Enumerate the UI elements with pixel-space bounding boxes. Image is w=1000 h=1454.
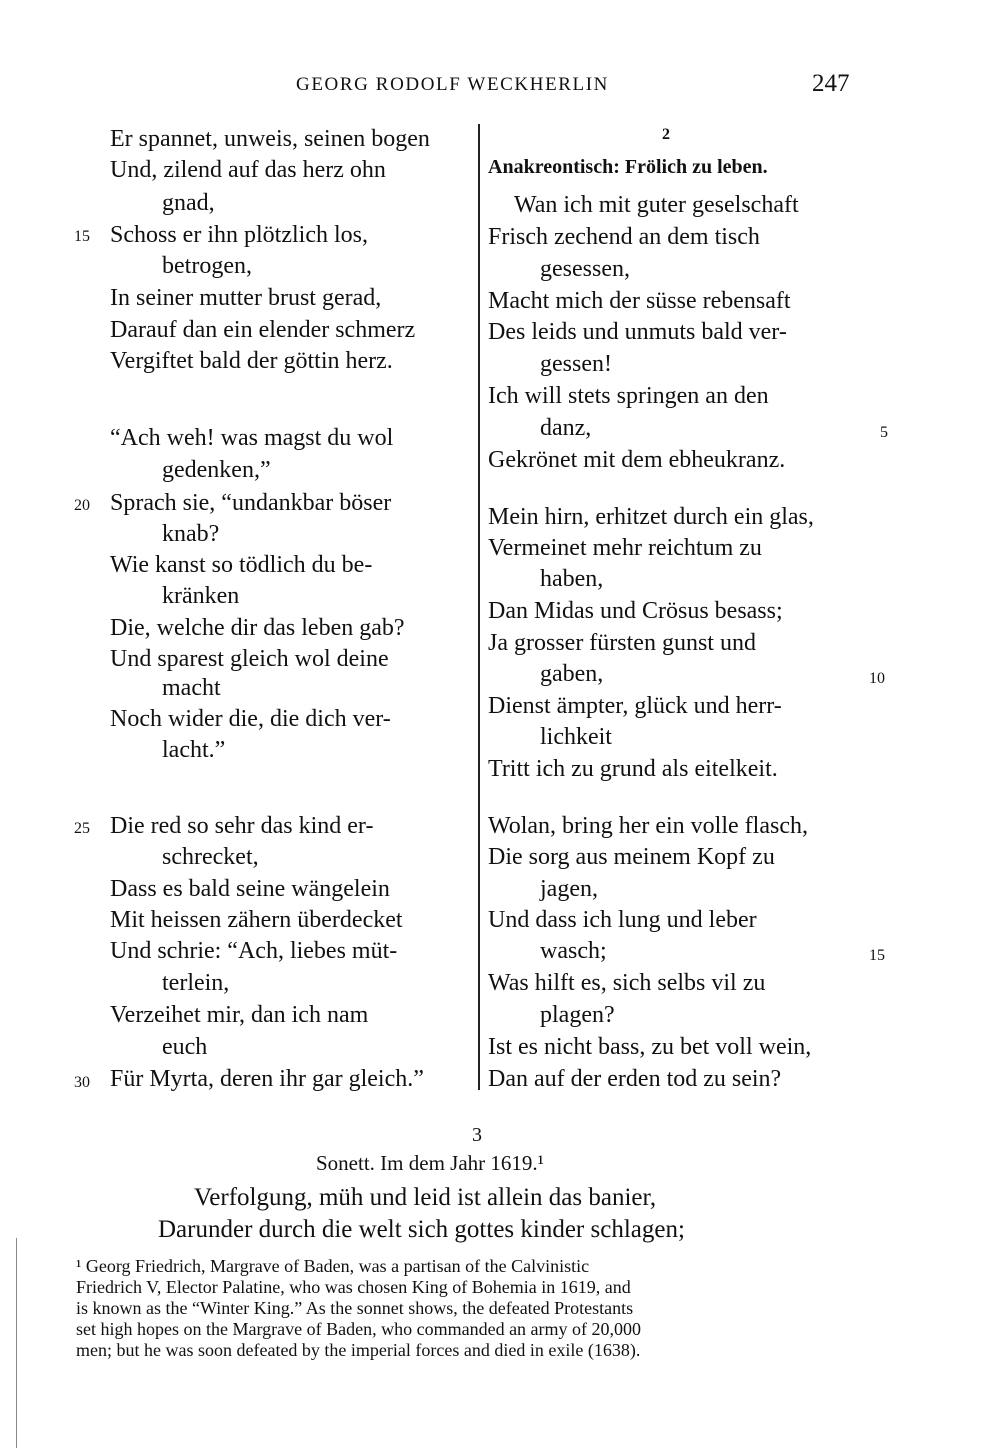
- verse-line: Für Myrta, deren ihr gar gleich.”: [110, 1066, 424, 1092]
- sonnet-title: Sonett. Im dem Jahr 1619.¹: [316, 1151, 544, 1175]
- line-number: 15: [74, 228, 90, 245]
- verse-line: Frisch zechend an dem tisch: [488, 224, 760, 250]
- verse-line: Dan auf der erden tod zu sein?: [488, 1066, 782, 1092]
- page-number: 247: [812, 70, 850, 97]
- footnote-line: ¹ Georg Friedrich, Margrave of Baden, was a partisan of the Calvinistic: [76, 1256, 590, 1276]
- footnote-line: Friedrich V, Elector Palatine, who was chosen King of Bohemia in 1619, and: [76, 1277, 631, 1297]
- verse-line: danz,: [540, 415, 592, 441]
- verse-line: Vermeinet mehr reichtum zu: [488, 535, 762, 561]
- running-title: GEORG RODOLF WECKHERLIN: [296, 74, 609, 95]
- verse-line: Und dass ich lung und leber: [488, 907, 757, 933]
- verse-line: gesessen,: [540, 256, 630, 282]
- verse-line: Die sorg aus meinem Kopf zu: [488, 844, 775, 870]
- verse-line: Des leids und unmuts bald ver-: [488, 319, 787, 345]
- verse-line: macht: [162, 675, 221, 701]
- verse-line: schrecket,: [162, 844, 259, 870]
- verse-line: haben,: [540, 566, 604, 592]
- verse-line: Und schrie: “Ach, liebes müt-: [110, 938, 398, 964]
- verse-line: jagen,: [540, 876, 598, 902]
- poem-number: 2: [662, 126, 670, 143]
- line-number: 30: [74, 1074, 90, 1091]
- line-number: 5: [880, 424, 888, 441]
- line-number: 25: [74, 820, 90, 837]
- scan-edge-line: [16, 1238, 17, 1448]
- verse-line: Was hilft es, sich selbs vil zu: [488, 970, 766, 996]
- verse-line: betrogen,: [162, 253, 252, 279]
- line-number: 20: [74, 497, 90, 514]
- verse-line: Tritt ich zu grund als eitelkeit.: [488, 756, 778, 782]
- verse-line: Schoss er ihn plötzlich los,: [110, 222, 368, 248]
- footnote-line: is known as the “Winter King.” As the sonnet shows, the defeated Protestants: [76, 1298, 634, 1318]
- verse-line: gnad,: [162, 190, 215, 216]
- verse-line: Dass es bald seine wängelein: [110, 876, 390, 902]
- verse-line: “Ach weh! was magst du wol: [110, 425, 394, 451]
- verse-line: Er spannet, unweis, seinen bogen: [110, 126, 430, 152]
- verse-line: Mein hirn, erhitzet durch ein glas,: [488, 504, 814, 530]
- verse-line: plagen?: [540, 1002, 615, 1028]
- verse-line: terlein,: [162, 970, 230, 996]
- verse-line: Ist es nicht bass, zu bet voll wein,: [488, 1034, 812, 1060]
- verse-line: Ich will stets springen an den: [488, 383, 769, 409]
- column-divider: [478, 124, 480, 1090]
- verse-line: Macht mich der süsse rebensaft: [488, 288, 791, 314]
- verse-line: Dienst ämpter, glück und herr-: [488, 693, 782, 719]
- verse-line: Und sparest gleich wol deine: [110, 646, 389, 672]
- verse-line: Ja grosser fürsten gunst und: [488, 630, 756, 656]
- verse-line: Die red so sehr das kind er-: [110, 813, 374, 839]
- verse-line: Mit heissen zähern überdecket: [110, 907, 403, 933]
- verse-line: Wolan, bring her ein volle flasch,: [488, 813, 808, 839]
- verse-line: In seiner mutter brust gerad,: [110, 285, 382, 311]
- verse-line: Vergiftet bald der göttin herz.: [110, 348, 393, 374]
- verse-line: lacht.”: [162, 737, 226, 763]
- verse-line: Sprach sie, “undankbar böser: [110, 490, 392, 516]
- line-number: 10: [869, 670, 885, 687]
- footnote-line: set high hopes on the Margrave of Baden, who commanded an army of 20,000: [76, 1319, 642, 1339]
- verse-line: Und, zilend auf das herz ohn: [110, 157, 386, 183]
- footnote-line: men; but he was soon defeated by the imperial forces and died in exile (1638).: [76, 1340, 641, 1360]
- verse-line: Die, welche dir das leben gab?: [110, 615, 405, 641]
- sonnet-number: 3: [472, 1124, 482, 1146]
- verse-line: Wie kanst so tödlich du be-: [110, 552, 373, 578]
- verse-line: wasch;: [540, 938, 607, 964]
- verse-line: Darauf dan ein elender schmerz: [110, 317, 416, 343]
- verse-line: gaben,: [540, 661, 604, 687]
- verse-line: gedenken,”: [162, 457, 271, 483]
- sonnet-line: Verfolgung, müh und leid ist allein das banier,: [194, 1184, 657, 1211]
- verse-line: kränken: [162, 583, 240, 609]
- line-number: 15: [869, 947, 885, 964]
- verse-line: euch: [162, 1034, 208, 1060]
- verse-line: knab?: [162, 521, 220, 547]
- sonnet-line: Darunder durch die welt sich gottes kinder schlagen;: [158, 1216, 685, 1243]
- verse-line: lichkeit: [540, 724, 612, 750]
- verse-line: Dan Midas und Crösus besass;: [488, 598, 783, 624]
- poem-title: Anakreontisch: Frölich zu leben.: [488, 156, 768, 178]
- verse-line: Noch wider die, die dich ver-: [110, 706, 391, 732]
- verse-line: Wan ich mit guter geselschaft: [514, 192, 799, 218]
- verse-line: Gekrönet mit dem ebheukranz.: [488, 447, 786, 473]
- verse-line: gessen!: [540, 351, 612, 377]
- verse-line: Verzeihet mir, dan ich nam: [110, 1002, 369, 1028]
